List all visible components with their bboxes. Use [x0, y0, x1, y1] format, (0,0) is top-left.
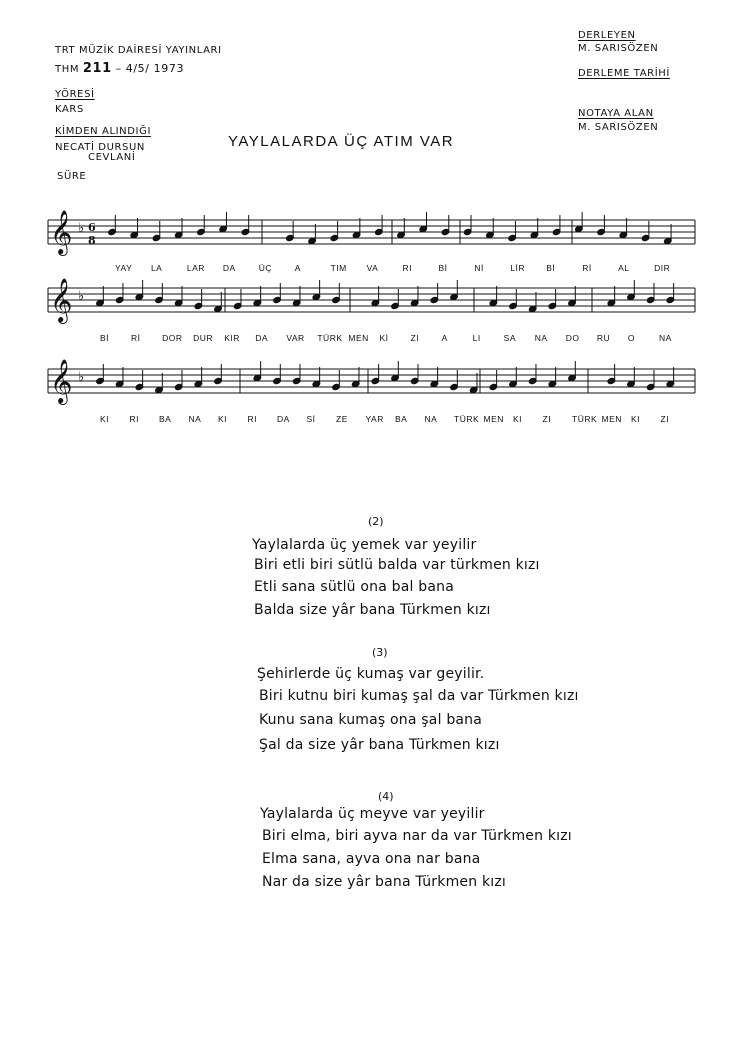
- lyric-syllable: KI: [100, 414, 110, 424]
- region-value: KARS: [55, 104, 84, 115]
- lyric-syllable: VA: [366, 263, 379, 273]
- verse-number: (2): [368, 515, 384, 528]
- lyric-syllable: TÜRK: [454, 414, 480, 424]
- verse-line: Biri etli biri sütlü balda var türkmen kızı: [254, 557, 540, 573]
- lyric-syllable: KI: [218, 414, 228, 424]
- lyric-syllable: A: [441, 333, 448, 343]
- source-value-2: CEVLANİ: [88, 152, 136, 163]
- flat-icon: ♭: [78, 221, 85, 236]
- time-signature-bottom: 8: [88, 234, 96, 247]
- song-title: YAYLALARDA ÜÇ ATIM VAR: [228, 133, 455, 150]
- thm-date: – 4/5/ 1973: [115, 62, 185, 75]
- treble-clef-icon: 𝄞: [50, 210, 73, 254]
- lyric-syllable: RU: [596, 333, 611, 343]
- music-score: [0, 0, 750, 440]
- verse-line: Yaylalarda üç meyve var yeyilir: [260, 806, 485, 822]
- lyric-syllable: LI: [472, 333, 481, 343]
- lyric-syllable: KI: [513, 414, 523, 424]
- collector-value: M. SARISÖZEN: [578, 43, 659, 54]
- lyric-syllable: DOR: [162, 333, 183, 343]
- verse-number: (4): [378, 790, 394, 803]
- lyric-syllable: Bİ: [100, 333, 110, 343]
- lyric-syllable: Nİ: [474, 263, 484, 273]
- lyric-syllable: NA: [658, 333, 672, 343]
- lyric-syllable: Rİ: [582, 263, 592, 273]
- lyric-syllable: NA: [534, 333, 548, 343]
- verse-line: Biri elma, biri ayva nar da var Türkmen kızı: [262, 828, 572, 844]
- verse-line: Şehirlerde üç kumaş var geyilir.: [257, 666, 485, 682]
- verse-line: Elma sana, ayva ona nar bana: [262, 851, 481, 867]
- lyric-syllable: YAY: [115, 263, 133, 273]
- verse-line: Yaylalarda üç yemek var yeyilir: [252, 537, 477, 553]
- treble-clef-icon: 𝄞: [50, 359, 73, 403]
- duration-label: SÜRE: [57, 171, 87, 182]
- lyric-syllable: TÜRK: [572, 414, 598, 424]
- lyric-syllable: VAR: [286, 333, 305, 343]
- flat-icon: ♭: [78, 289, 85, 304]
- lyric-syllable: TIM: [330, 263, 347, 273]
- publisher-label: TRT MÜZİK DAİRESİ YAYINLARI: [55, 45, 222, 56]
- lyric-syllable: LİR: [510, 263, 526, 273]
- lyric-syllable: ZI: [542, 414, 552, 424]
- lyric-syllable: KIR: [224, 333, 240, 343]
- lyric-syllable: A: [294, 263, 301, 273]
- lyric-syllable: LA: [150, 263, 163, 273]
- thm-number: 211: [82, 61, 112, 76]
- lyric-syllable: DA: [277, 414, 290, 424]
- source-value-1: NECATİ DURSUN: [55, 142, 145, 153]
- lyric-syllable: MEN: [348, 333, 369, 343]
- lyric-syllable: DA: [255, 333, 269, 343]
- lyric-syllable: ZI: [410, 333, 420, 343]
- lyric-syllable: RI: [129, 414, 139, 424]
- notation-label: NOTAYA ALAN: [578, 108, 654, 119]
- lyric-syllable: Sİ: [306, 414, 316, 424]
- lyric-syllable: TÜRK: [317, 333, 343, 343]
- lyric-syllable: ZI: [660, 414, 670, 424]
- lyric-syllable: DO: [565, 333, 580, 343]
- verse-line: Kunu sana kumaş ona şal bana: [259, 712, 483, 728]
- lyric-syllable: DUR: [193, 333, 214, 343]
- verse-line: Balda size yâr bana Türkmen kızı: [254, 602, 491, 618]
- flat-icon: ♭: [78, 370, 85, 385]
- collection-date-label: DERLEME TARİHİ: [578, 68, 670, 79]
- lyric-syllable: ZE: [336, 414, 348, 424]
- lyric-syllable: AL: [618, 263, 630, 273]
- lyric-syllable: MEN: [483, 414, 504, 424]
- lyric-syllable: Rİ: [131, 333, 141, 343]
- lyric-syllable: NA: [188, 414, 202, 424]
- lyric-syllable: Kİ: [379, 333, 389, 343]
- lyric-syllable: YAR: [365, 414, 384, 424]
- lyric-syllable: O: [627, 333, 636, 343]
- lyric-syllable: BA: [159, 414, 172, 424]
- time-signature-top: 6: [88, 221, 96, 234]
- collector-label: DERLEYEN: [578, 30, 636, 41]
- lyric-syllable: NA: [424, 414, 438, 424]
- lyric-syllable: Bİ: [546, 263, 556, 273]
- verse-line: Nar da size yâr bana Türkmen kızı: [262, 874, 506, 890]
- region-label: YÖRESİ: [55, 89, 95, 100]
- verse-line: Etli sana sütlü ona bal bana: [254, 579, 455, 595]
- lyric-syllable: RI: [247, 414, 257, 424]
- lyric-syllable: ÜÇ: [258, 263, 273, 273]
- verse-number: (3): [372, 646, 388, 659]
- lyric-syllable: RI: [402, 263, 412, 273]
- thm-prefix: THM: [55, 64, 80, 75]
- source-label: KİMDEN ALINDIĞI: [55, 126, 152, 137]
- lyric-syllable: DIR: [654, 263, 671, 273]
- lyric-syllable: LAR: [186, 263, 205, 273]
- verse-line: Şal da size yâr bana Türkmen kızı: [259, 737, 500, 753]
- lyric-syllable: MEN: [601, 414, 622, 424]
- verse-line: Biri kutnu biri kumaş şal da var Türkmen kızı: [259, 688, 579, 704]
- lyric-syllable: Bİ: [438, 263, 448, 273]
- lyric-syllable: SA: [503, 333, 517, 343]
- lyric-syllable: DA: [222, 263, 236, 273]
- notation-value: M. SARISÖZEN: [578, 122, 659, 133]
- lyric-syllable: KI: [631, 414, 641, 424]
- treble-clef-icon: 𝄞: [50, 278, 73, 322]
- lyric-syllable: BA: [395, 414, 408, 424]
